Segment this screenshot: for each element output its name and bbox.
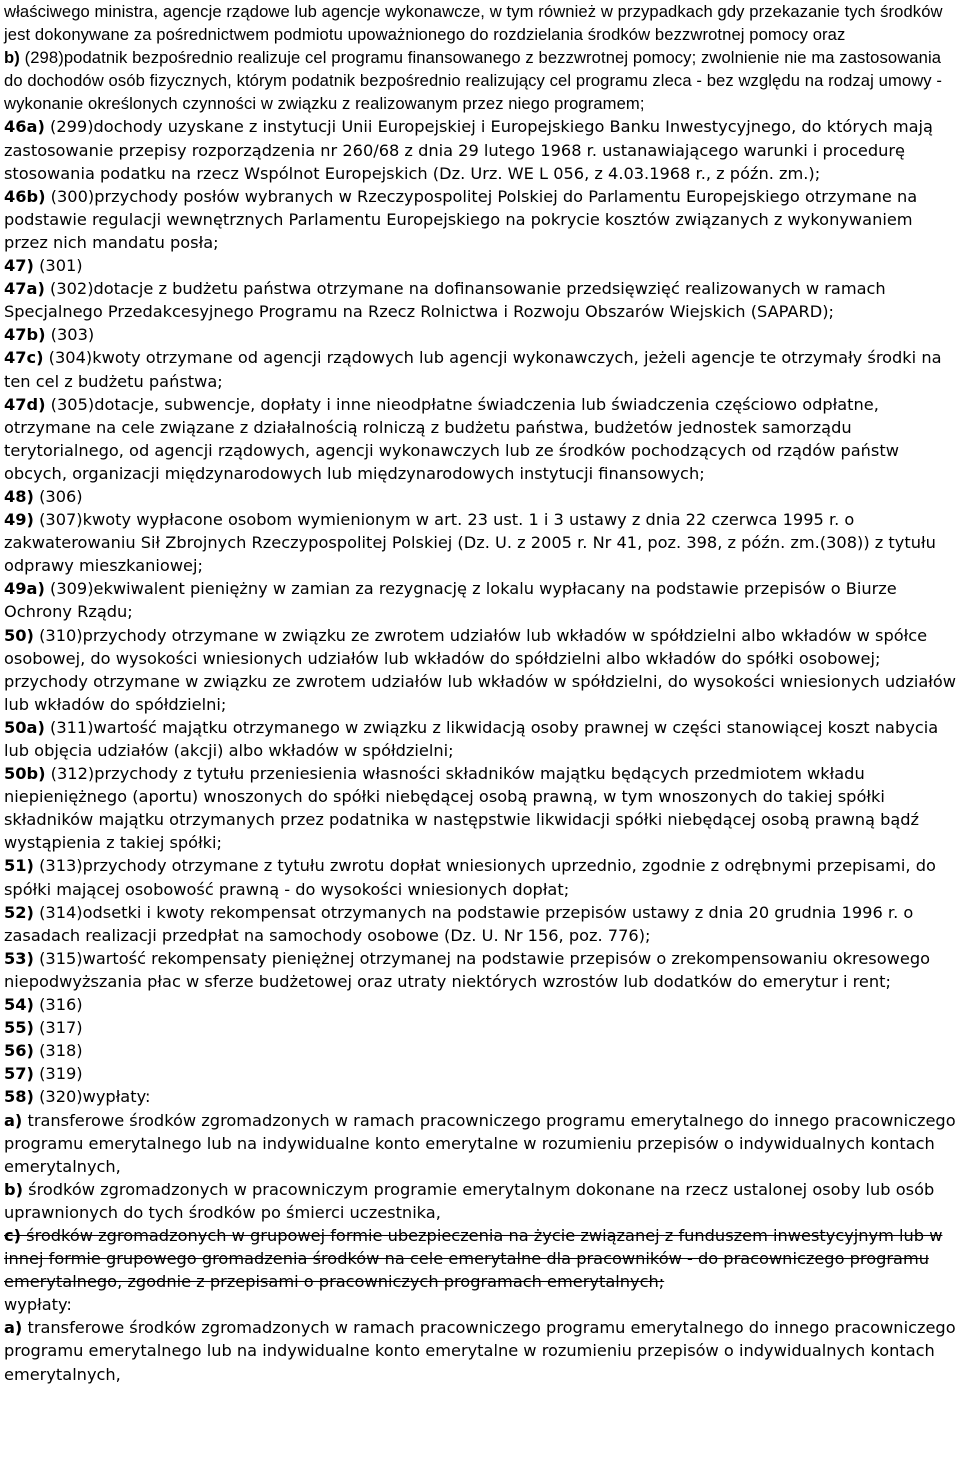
paragraph-label: c) (4, 1225, 21, 1245)
paragraph-label: 57) (4, 1064, 34, 1084)
paragraph-46a (4, 115, 960, 184)
paragraph-label: 53) (4, 948, 34, 968)
paragraph-text: (318) (33, 1041, 83, 1061)
paragraph-51 (4, 854, 960, 900)
paragraph-55 (4, 1016, 960, 1039)
paragraph-b (4, 46, 960, 115)
paragraph-label: 47a) (4, 279, 45, 299)
paragraph-58-new (4, 1293, 960, 1316)
paragraph-text: (320)wypłaty: (33, 1087, 151, 1107)
paragraph-56 (4, 1039, 960, 1062)
paragraph-label: 50b) (4, 764, 46, 784)
paragraph-text: (302)dotacje z budżetu państwa otrzymane na dofinansowanie przedsięwzięć realizowanych w ramach Specjalnego Przedakcesyjnego Programu na Rzecz Rolnictwa i Rozwoju Obszarów Wiejskich (SAPARD); (4, 279, 886, 322)
paragraph-text: (319) (33, 1064, 83, 1084)
paragraph-text: (313)przychody otrzymane z tytułu zwrotu dopłat wniesionych uprzednio, zgodnie z odrębnymi przepisami, do spółki mającej osobowość prawną - do wysokości wniesionych dopłat; (4, 856, 936, 899)
paragraph-text: (315)wartość rekompensaty pieniężnej otrzymanej na podstawie przepisów o zrekompensowaniu okresowego niepodwyższania płac w sferze budżetowej oraz utraty niektórych wzrostów lub dodatków do emerytur i rent; (4, 948, 931, 991)
paragraph-text: transferowe środków zgromadzonych w ramach pracowniczego programu emerytalnego do innego pracowniczego programu emerytalnego lub na indywidualne konto emerytalne w rozumieniu przepisów o indywidualnych kontach emerytalnych, (4, 1318, 956, 1384)
paragraph-50a (4, 716, 960, 762)
paragraph-49 (4, 508, 960, 577)
paragraph-text: (316) (33, 995, 83, 1015)
paragraph-47c (4, 346, 960, 392)
paragraph-label: 49) (4, 510, 34, 530)
paragraph-label: 56) (4, 1041, 34, 1061)
paragraph-text: (303) (45, 325, 95, 345)
paragraph-48 (4, 485, 960, 508)
paragraph-58 (4, 1085, 960, 1108)
paragraph-label: 46a) (4, 117, 45, 137)
paragraph-text: (300)przychody posłów wybranych w Rzeczypospolitej Polskiej do Parlamentu Europejskiego otrzymane na podstawie regulacji wewnętrznych Parlamentu Europejskiego na pokrycie kosztów związanych z wykonywaniem przez nich mandatu posła; (4, 186, 918, 252)
paragraph-label: 55) (4, 1018, 34, 1038)
paragraph-58-a (4, 1109, 960, 1178)
paragraph-continuation (4, 0, 960, 46)
paragraph-label: 54) (4, 995, 34, 1015)
paragraph-47a (4, 277, 960, 323)
paragraph-label: 52) (4, 902, 34, 922)
paragraph-46b (4, 185, 960, 254)
paragraph-label: b) (4, 48, 20, 68)
paragraph-text: właściwego ministra, agencje rządowe lub agencje wykonawcze, w tym również w przypadkach gdy przekazanie tych środków jest dokonywane za pośrednictwem podmiotu upoważnionego do rozdzielania środków bezzwrotnej pomocy oraz (4, 2, 943, 45)
paragraph-text: transferowe środków zgromadzonych w ramach pracowniczego programu emerytalnego do innego pracowniczego programu emerytalnego lub na indywidualne konto emerytalne w rozumieniu przepisów o indywidualnych kontach emerytalnych, (4, 1110, 956, 1176)
paragraph-text: przychody otrzymane w związku ze zwrotem udziałów lub wkładów w spółdzielni, do wysokości wniesionych udziałów lub wkładów do spółdzielni; (4, 671, 957, 714)
paragraph-text: środków zgromadzonych w grupowej formie ubezpieczenia na życie związanej z funduszem inwestycyjnym lub w innej formie grupowego gromadzenia środków na cele emerytalne dla pracowników - do pracowniczego programu emerytalnego, zgodnie z przepisami o pracowniczych programach emerytalnych; (4, 1225, 943, 1292)
paragraph-text: (298)podatnik bezpośrednio realizuje cel programu finansowanego z bezzwrotnej pomocy; zwolnienie nie ma zastosowania do dochodów osób fizycznych, którym podatnik bezpośrednio realizujący cel programu zleca - bez względu na rodzaj umowy - wykonanie określonych czynności w związku z realizowanym przez niego programem; (4, 48, 943, 114)
paragraph-label: 47d) (4, 394, 46, 414)
paragraph-text: (299)dochody uzyskane z instytucji Unii Europejskiej i Europejskiego Banku Inwestycyjnego, do których mają zastosowanie przepisy rozporządzenia nr 260/68 z dnia 29 lutego 1968 r. ustanawiającego warunki i procedurę stosowania podatku na rzecz Wspólnot Europejskich (Dz. Urz. WE L 056, z 4.03.1968 r., z późn. zm.); (4, 117, 933, 183)
paragraph-47b (4, 323, 960, 346)
paragraph-53 (4, 947, 960, 993)
paragraph-text: środków zgromadzonych w pracowniczym programie emerytalnym dokonane na rzecz ustalonej osoby lub osób uprawnionych do tych środków po śmierci uczestnika, (4, 1179, 935, 1222)
paragraph-text: (312)przychody z tytułu przeniesienia własności składników majątku będących przedmiotem wkładu niepieniężnego (aportu) wnoszonych do spółki niebędącej osobą prawną, w tym wnoszonych do takiej spółki składników majątku otrzymanych przez podatnika w następstwie likwidacji spółki niebędącej osobą prawną bądź wystąpienia z takiej spółki; (4, 764, 920, 853)
paragraph-text: (306) (33, 486, 83, 506)
paragraph-label: 50) (4, 625, 34, 645)
paragraph-52 (4, 901, 960, 947)
paragraph-label: 47c) (4, 348, 44, 368)
paragraph-label: 46b) (4, 186, 46, 206)
paragraph-label: a) (4, 1110, 23, 1130)
paragraph-text: (317) (33, 1018, 83, 1038)
paragraph-text: (301) (33, 256, 83, 276)
paragraph-label: 49a) (4, 579, 45, 599)
paragraph-text: (307)kwoty wypłacone osobom wymienionym w art. 23 ust. 1 i 3 ustawy z dnia 22 czerwca 1995 r. o zakwaterowaniu Sił Zbrojnych Rzeczypospolitej Polskiej (Dz. U. z 2005 r. Nr 41, poz. 398, z późn. zm.(308)) z tytułu odprawy mieszkaniowej; (4, 510, 936, 576)
paragraph-54 (4, 993, 960, 1016)
paragraph-50 (4, 624, 960, 670)
paragraph-label: 47b) (4, 325, 46, 345)
paragraph-49a (4, 577, 960, 623)
paragraph-label: 50a) (4, 717, 45, 737)
paragraph-label: 47) (4, 256, 34, 276)
paragraph-text: wypłaty: (4, 1295, 72, 1315)
paragraph-label: a) (4, 1318, 23, 1338)
paragraph-text: (304)kwoty otrzymane od agencji rządowych lub agencji wykonawczych, jeżeli agencje te otrzymały środki na ten cel z budżetu państwa; (4, 348, 942, 391)
paragraph-58-c-struck (4, 1224, 960, 1293)
paragraph-text: (309)ekwiwalent pieniężny w zamian za rezygnację z lokalu wypłacany na podstawie przepisów o Biurze Ochrony Rządu; (4, 579, 897, 622)
paragraph-text: (314)odsetki i kwoty rekompensat otrzymanych na podstawie przepisów ustawy z dnia 20 grudnia 1996 r. o zasadach realizacji przedpłat na samochody osobowe (Dz. U. Nr 156, poz. 776); (4, 902, 914, 945)
paragraph-57 (4, 1062, 960, 1085)
paragraph-text: (310)przychody otrzymane w związku ze zwrotem udziałów lub wkładów w spółdzielni albo wkładów w spółce osobowej, do wysokości wniesionych udziałów lub wkładów do spółdzielni albo wkładów do spółki osobowej; (4, 625, 928, 668)
paragraph-label: 58) (4, 1087, 34, 1107)
paragraph-50-new (4, 670, 960, 716)
paragraph-58-b (4, 1178, 960, 1224)
paragraph-label: b) (4, 1179, 23, 1199)
paragraph-text: (311)wartość majątku otrzymanego w związku z likwidacją osoby prawnej w części stanowiącej koszt nabycia lub objęcia udziałów (akcji) albo wkładów w spółdzielni; (4, 717, 939, 760)
paragraph-47d (4, 393, 960, 485)
paragraph-label: 48) (4, 486, 34, 506)
paragraph-label: 51) (4, 856, 34, 876)
paragraph-58-new-a (4, 1316, 960, 1385)
paragraph-50b (4, 762, 960, 854)
paragraph-47 (4, 254, 960, 277)
paragraph-text: (305)dotacje, subwencje, dopłaty i inne nieodpłatne świadczenia lub świadczenia częściowo odpłatne, otrzymane na cele związane z działalnością rolniczą z budżetu państwa, budżetów jednostek samorządu terytorialnego, od agencji rządowych, agencji wykonawczych lub ze środków pochodzących od rządów państw obcych, organizacji międzynarodowych lub międzynarodowych instytucji finansowych; (4, 394, 899, 483)
